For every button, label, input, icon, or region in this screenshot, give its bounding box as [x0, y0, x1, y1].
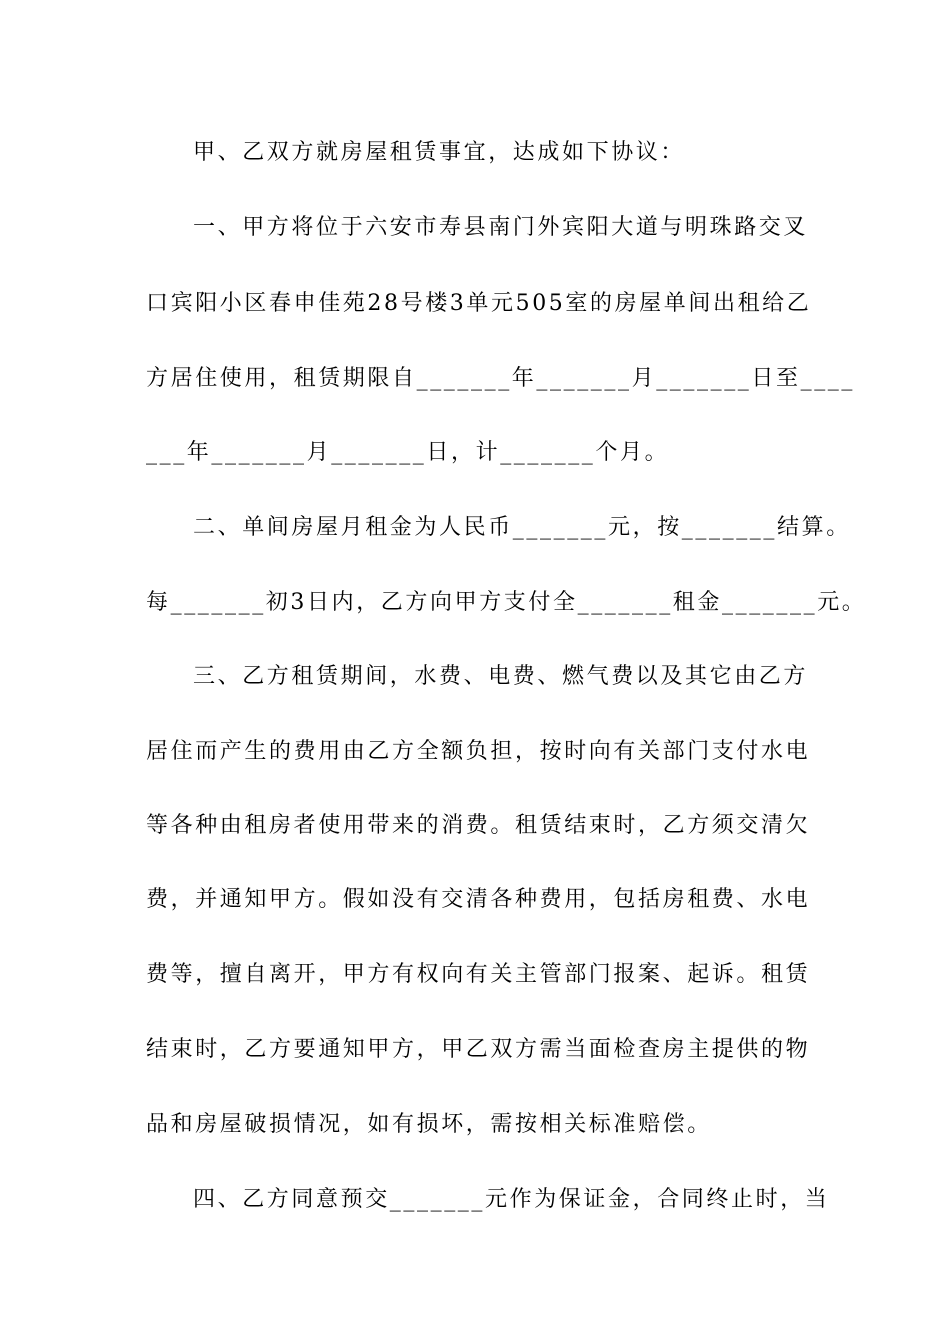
clause-2-line-1: 二、单间房屋月租金为人民币_______元，按_______结算。 — [193, 515, 851, 540]
clause-1-line-1: 一、甲方将位于六安市寿县南门外宾阳大道与明珠路交叉 — [193, 215, 809, 240]
clause-1-line-2: 口宾阳小区春申佳苑28号楼3单元505室的房屋单间出租给乙 — [146, 291, 812, 316]
clause-2-line-2: 每_______初3日内，乙方向甲方支付全_______租金_______元。 — [146, 590, 867, 615]
clause-3-line-5: 费等，擅自离开，甲方有权向有关主管部门报案、起诉。租赁 — [146, 962, 811, 987]
agreement-intro: 甲、乙双方就房屋租赁事宜，达成如下协议： — [193, 140, 686, 165]
clause-3-line-2: 居住而产生的费用由乙方全额负担，按时向有关部门支付水电 — [146, 739, 811, 764]
clause-3-line-1: 三、乙方租赁期间，水费、电费、燃气费以及其它由乙方 — [193, 664, 809, 689]
clause-3-line-7: 品和房屋破损情况，如有损坏，需按相关标准赔偿。 — [146, 1112, 712, 1137]
clause-1-line-4: ___年_______月_______日，计_______个月。 — [146, 440, 670, 465]
clause-3-line-3: 等各种由租房者使用带来的消费。租赁结束时，乙方须交清欠 — [146, 813, 811, 838]
clause-3-line-4: 费，并通知甲方。假如没有交清各种费用，包括房租费、水电 — [146, 887, 811, 912]
clause-1-line-3: 方居住使用，租赁期限自_______年_______月_______日至____ — [146, 366, 856, 391]
clause-3-line-6: 结束时，乙方要通知甲方，甲乙双方需当面检查房主提供的物 — [146, 1037, 811, 1062]
clause-4-line-1: 四、乙方同意预交_______元作为保证金，合同终止时，当 — [193, 1187, 830, 1212]
